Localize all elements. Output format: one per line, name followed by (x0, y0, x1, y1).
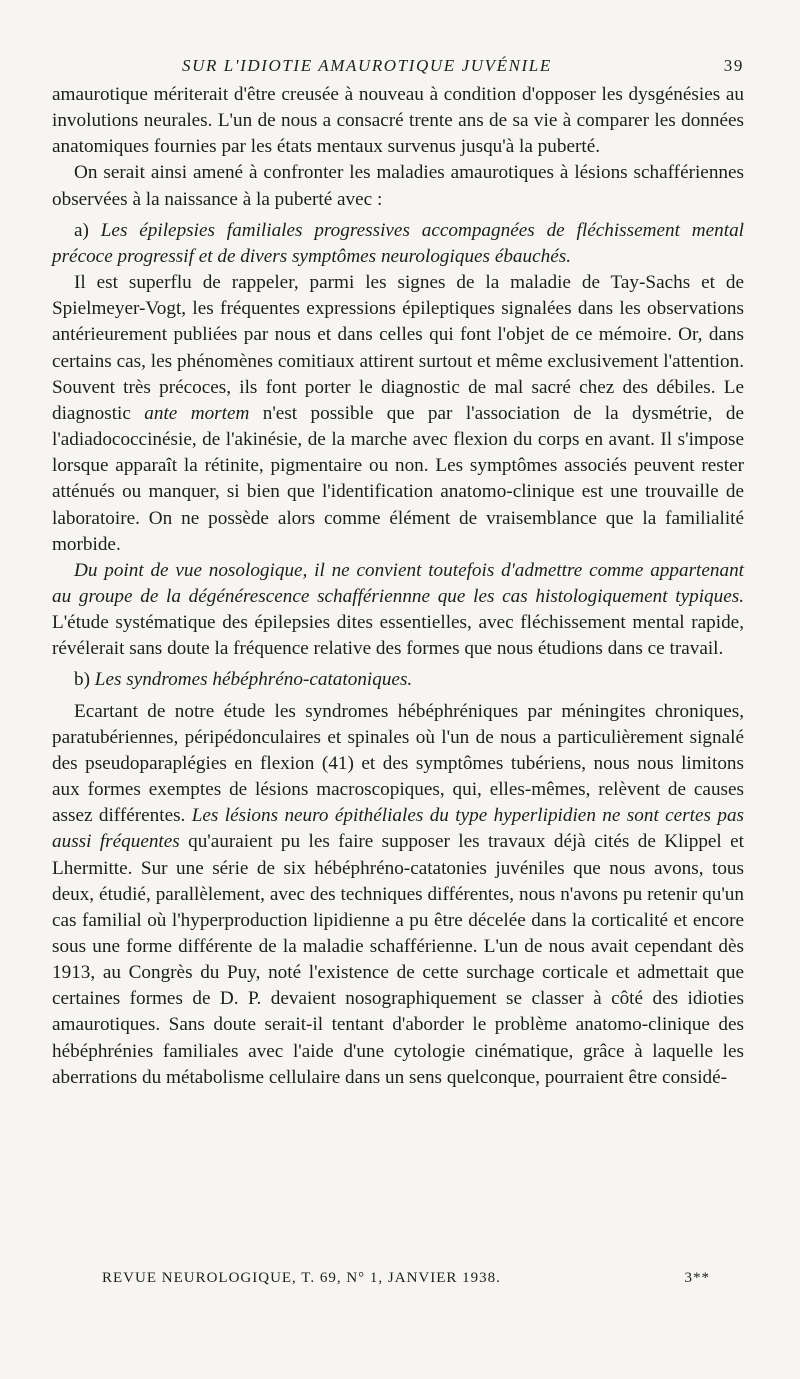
paragraph: On serait ainsi amené à confronter les maladies amaurotiques à lésions schaffériennes observées à la naissance à la puberté avec : (52, 162, 744, 210)
list-item-b (52, 667, 744, 693)
page (52, 52, 744, 1091)
paragraph: amaurotique mériterait d'être creusée à nouveau à condition d'opposer les dysgénésies au involutions neurales. L'un de nous a consacré trente ans de sa vie à comparer les données anatomiques fournies par les états mentaux survenus jusqu'à la puberté. (52, 84, 744, 158)
running-header (52, 52, 744, 82)
page-number: 39 (723, 56, 744, 75)
body-text (52, 82, 744, 1091)
section-heading: Les épilepsies familiales progressives accompagnées de fléchissement mental précoce progressif et de divers symptômes neurologiques ébauchés. (52, 219, 744, 267)
list-label: b) (74, 669, 90, 691)
running-title: SUR L'IDIOTIE AMAUROTIQUE JUVÉNILE (182, 56, 552, 75)
list-label: a) (74, 219, 89, 241)
paragraph: Ecartant de notre étude les syndromes hébéphréniques par méningites chroniques, paratubériennes, péripédonculaires et spinales où l'un de nous a particulièrement signalé des pseudoparaplégies en flexion (41) et des symptômes tubériens, nous nous limitons aux formes exemptes de lésions macroscopiques, qui, elles-mêmes, relèvent de causes assez différentes. Les lésions neuro épithéliales du type hyperlipidien ne sont certes pas aussi fréquentes qu'auraient pu les faire supposer les travaux déjà cités de Klippel et Lhermitte. Sur une série de six hébéphréno-catatonies juvéniles que nous avons, tous deux, étudié, parallèlement, avec des techniques différentes, nous n'avons pu retenir qu'un cas familial où l'hyperproduction lipidienne a pu être décelée dans la corticalité et encore sous une forme différente de la maladie schafférienne. L'un de nous avait cependant dès 1913, au Congrès du Puy, noté l'existence de cette surchage corticale et admettait que certaines formes de D. P. devaient nosographiquement se classer à côté des idioties amaurotiques. Sans doute serait-il tentant d'aborder le problème anatomo-clinique des hébéphrénies familiales avec l'aide d'une cytologie cinématique, grâce à laquelle les aberrations du métabolisme cellulaire dans un sens quelconque, pourraient être considé- (52, 700, 744, 1088)
paragraph: Il est superflu de rappeler, parmi les signes de la maladie de Tay-Sachs et de Spielmeyer-Vogt, les fréquentes expressions épileptiques signalées dans les observations antérieurement publiées par nous et dans celles qui font l'objet de ce mémoire. Or, dans certains cas, les phénomènes comitiaux attirent surtout et même exclusivement l'attention. Souvent très précoces, ils font porter le diagnostic de mal sacré chez des débiles. Le diagnostic ante mortem n'est possible que par l'association de la dysmétrie, de l'adiadococcinésie, de l'akinésie, de la marche avec flexion du corps en avant. Il s'impose lorsque apparaît la rétinite, pigmentaire ou non. Les symptômes associés peuvent rester atténués ou manquer, si bien que l'identification anatomo-clinique est une trouvaille de laboratoire. On ne possède alors comme élément de vraisemblance que la familialité morbide. (52, 272, 744, 555)
section-heading: Les syndromes hébéphréno-catatoniques. (94, 669, 413, 691)
journal-citation: REVUE NEUROLOGIQUE, T. 69, N° 1, JANVIER 1938. (102, 1270, 501, 1286)
list-item-a (52, 218, 744, 270)
paragraph: Du point de vue nosologique, il ne convient toutefois d'admettre comme appartenant au groupe de la dégénérescence schaffériennne que les cas histologiquement typiques. L'étude systématique des épilepsies dites essentielles, avec fléchissement mental rapide, révélerait sans doute la fréquence relative des formes que nous étudions dans ce travail. (52, 559, 744, 660)
signature-mark: 3** (684, 1270, 710, 1286)
